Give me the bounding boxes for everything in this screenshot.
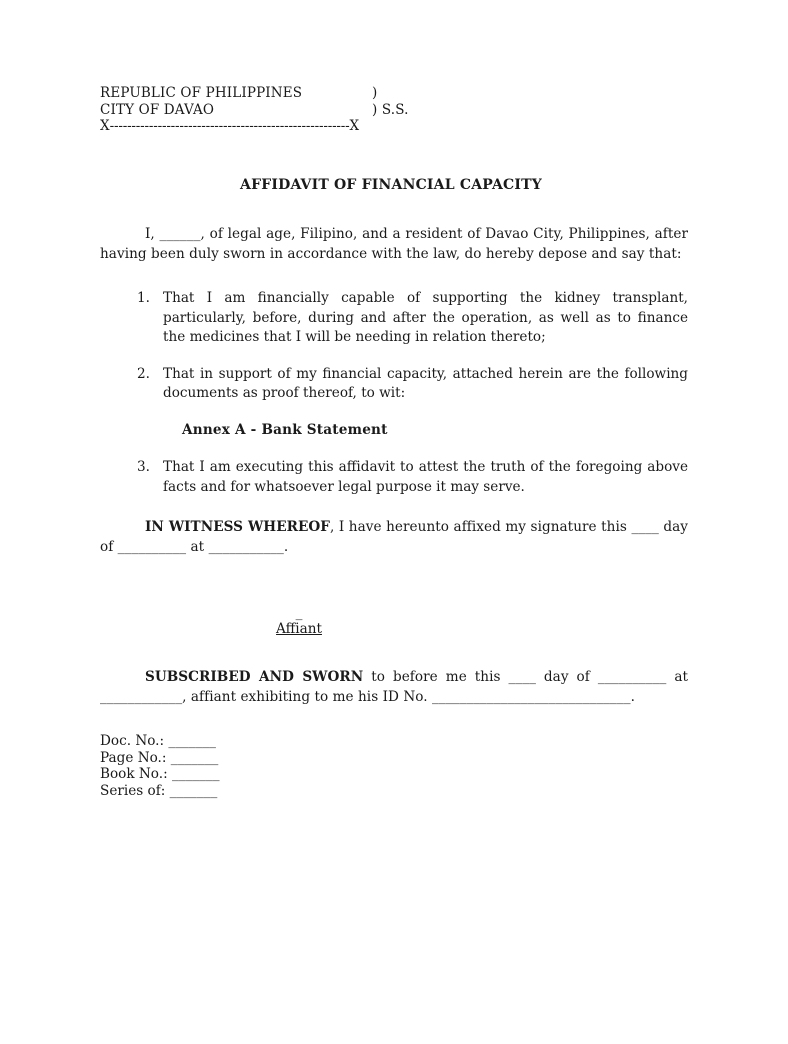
clause-item-1 — [100, 289, 688, 348]
clause-text-1: That I am financially capable of supporting the kidney transplant, particularly, before, during and after the operation, as well as to finance the medicines that I will be needing in relation thereto; — [163, 290, 688, 345]
doc-no-line: Doc. No.: _______ — [100, 733, 216, 749]
witness-rest-text: , I have hereunto affixed my signature this ____ day of __________ at ___________. — [100, 519, 688, 555]
intro-paragraph: I, ______, of legal age, Filipino, and a resident of Davao City, Philippines, after having been duly sworn in accordance with the law, do hereby depose and say that: — [100, 226, 688, 262]
rule-x-left: X — [100, 118, 110, 134]
signature-line-dash: _ — [295, 605, 303, 621]
clause-number-1: 1. — [137, 290, 150, 306]
venue-republic-text: REPUBLIC OF PHILIPPINES — [100, 85, 303, 101]
jurat-lead-text: SUBSCRIBED AND SWORN — [145, 669, 364, 685]
jurat-rest-text: to before me this ____ day of __________ at ____________, affiant exhibiting to me his ID No. _____________________________. — [100, 669, 688, 705]
book-no-line: Book No.: _______ — [100, 766, 220, 782]
venue-separator-rule — [100, 118, 688, 135]
venue-city-text: CITY OF DAVAO — [100, 101, 215, 118]
rule-dashes: ------------------------------------------------------- — [109, 118, 350, 134]
signature-block — [100, 607, 688, 638]
annex-entry: Annex A - Bank Statement — [182, 421, 388, 438]
page-title: AFFIDAVIT OF FINANCIAL CAPACITY — [240, 177, 542, 193]
venue-row-republic — [100, 85, 688, 102]
page-no-line: Page No.: _______ — [100, 749, 219, 766]
document-body — [100, 85, 688, 799]
witness-lead-text: IN WITNESS WHEREOF — [145, 519, 330, 535]
venue-row-city — [100, 102, 688, 119]
affiant-label: Affiant — [276, 621, 322, 637]
clause-number-3: 3. — [137, 459, 150, 475]
rule-x-right: X — [349, 118, 360, 134]
clause-text-3: That I am executing this affidavit to attest the truth of the foregoing above facts and for whatsoever legal purpose it may serve. — [163, 459, 688, 495]
venue-block — [100, 85, 688, 135]
clause-text-2: That in support of my financial capacity, attached herein are the following documents as proof thereof, to wit: — [163, 365, 688, 401]
clause-item-3 — [100, 458, 688, 497]
clause-number-2: 2. — [137, 365, 150, 382]
clause-list — [100, 289, 688, 497]
witness-paragraph — [100, 518, 688, 557]
venue-republic-paren: ) — [372, 85, 378, 101]
venue-city-ss: ) S.S. — [372, 101, 409, 118]
notarial-register-block — [100, 733, 688, 799]
clause-item-2 — [100, 365, 688, 404]
jurat-paragraph — [100, 668, 688, 707]
series-of-line: Series of: _______ — [100, 782, 218, 799]
